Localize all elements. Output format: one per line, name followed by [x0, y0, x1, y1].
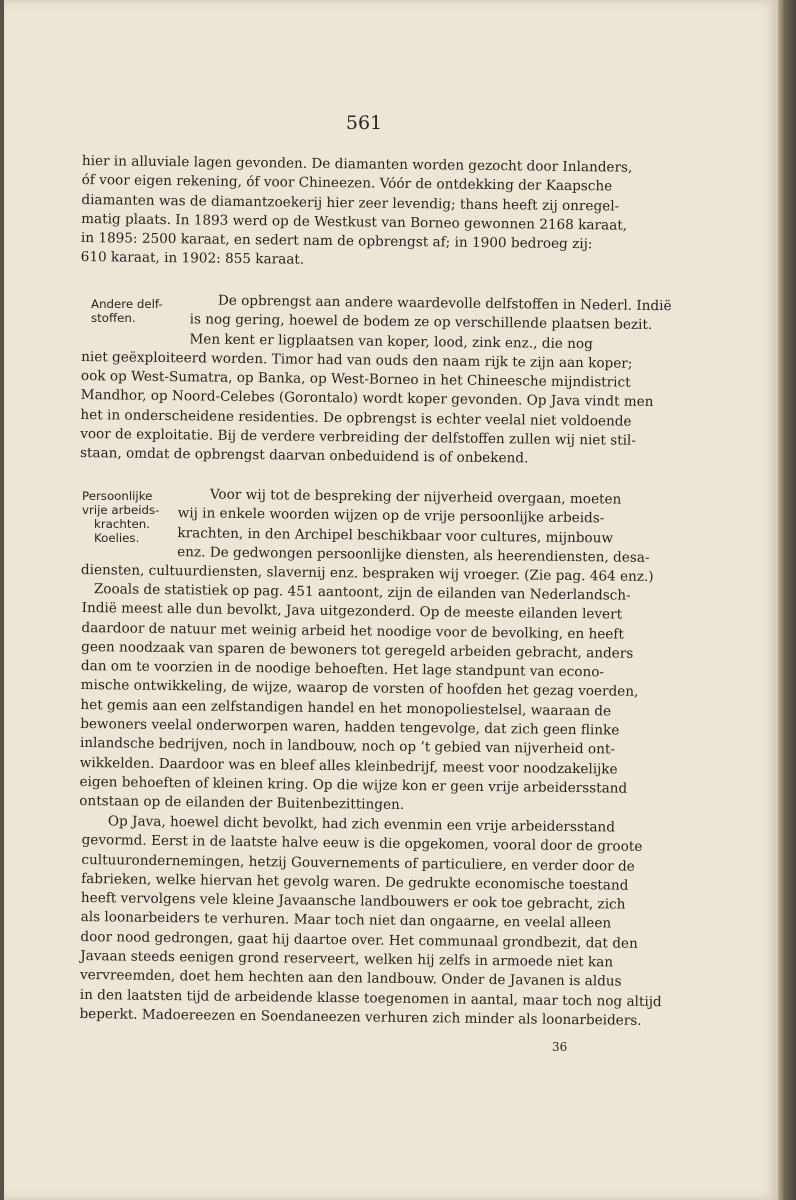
- text-line: matig plaats. In 1893 werd op de Westkust van Borneo gewonnen 2168 karaat,: [81, 210, 628, 234]
- text-line: wij in enkele woorden wijzen op de vrije persoonlijke arbeids-: [177, 505, 605, 527]
- page-edge: [778, 0, 796, 1200]
- text-line: dan om te voorzien in de noodige behoeften. Het lage standpunt van econo-: [80, 658, 605, 681]
- paragraph-arbeid: [80, 484, 654, 587]
- text-line: krachten, in den Archipel beschikbaar voor cultures, mijnbouw: [177, 524, 614, 547]
- margin-line: Koelies.: [94, 531, 140, 545]
- paragraph-statistiek: [79, 580, 638, 818]
- text-line: in den laatsten tijd de arbeidende klasse toegenomen in aantal, maar toch nog altijd: [79, 986, 662, 1010]
- text-line: enz. De gedwongen persoonlijke diensten, als heerendiensten, desa-: [177, 544, 650, 566]
- text-line: Men kent er ligplaatsen van koper, lood, zink enz., die nog: [189, 330, 593, 352]
- text-line: als loonarbeiders te verhuren. Maar toch niet dan ongaarne, en veelal alleen: [80, 909, 612, 932]
- margin-line: Persoonlijke: [82, 489, 153, 503]
- text-line: geen noodzaak van sparen de bewoners tot geregeld arbeiden gebracht, anders: [81, 638, 634, 662]
- text-line: niet geëxploiteerd worden. Timor had van ouds den naam rijk te zijn aan koper;: [81, 348, 633, 372]
- text-line: heeft vervolgens vele kleine Javaansche landbouwers er ook toe gebracht, zich: [80, 890, 626, 913]
- signature-mark: 36: [552, 1040, 568, 1054]
- text-line: Mandhor, op Noord-Celebes (Gorontalo) wordt koper gevonden. Op Java vindt men: [80, 387, 654, 411]
- margin-line: Andere delf-: [91, 297, 163, 311]
- text-line: Javaan steeds eenigen grond reserveert, welken hij zelfs in armoede niet kan: [80, 948, 614, 971]
- paragraph-delfstoffen: [79, 290, 672, 470]
- page-number: 561: [345, 112, 383, 134]
- text-line: diamanten was de diamantzoekerij hier zeer levendig; thans heeft zij onregel-: [81, 191, 620, 215]
- text-line: diensten, cultuurdiensten, slavernij enz. bespraken wij vroeger. (Zie pag. 464 enz.): [80, 562, 654, 586]
- text-line: bewoners veelal onderworpen waren, hadden tengevolge, dat zich geen flinke: [80, 716, 620, 739]
- margin-line: krachten.: [94, 517, 150, 531]
- text-line: in 1895: 2500 karaat, en sedert nam de opbrengst af; in 1900 bedroeg zij:: [80, 230, 593, 253]
- margin-line: vrije arbeids-: [82, 503, 160, 517]
- text-line: óf voor eigen rekening, óf voor Chineezen. Vóór de ontdekking der Kaapsche: [81, 172, 613, 195]
- text-line: De opbrengst aan andere waardevolle delfstoffen in Nederl. Indië: [217, 292, 672, 315]
- text-line: hier in alluviale lagen gevonden. De diamanten worden gezocht door Inlanders,: [81, 152, 633, 176]
- text-line: ontstaan op de eilanden der Buitenbezittingen.: [79, 793, 405, 814]
- text-line: inlandsche bedrijven, noch in landbouw, noch op ’t gebied van nijverheid ont-: [79, 735, 616, 758]
- text-line: 610 karaat, in 1902: 855 karaat.: [80, 249, 305, 269]
- text-line: cultuurondernemingen, hetzij Gouvernements of particuliere, en verder door de: [81, 851, 635, 875]
- paragraph-java: [79, 812, 662, 1031]
- book-page: [4, 0, 778, 1200]
- text-line: daardoor de natuur met weinig arbeid het noodige voor de bevolking, en heeft: [81, 619, 624, 643]
- text-line: ook op West-Sumatra, op Banka, op West-Borneo in het Chineesche mijndistrict: [80, 368, 631, 391]
- text-line: gevormd. Eerst in de laatste halve eeuw is die opgekomen, vooral door de groote: [81, 832, 643, 856]
- text-line: fabrieken, welke hiervan het gevolg waren. De gedrukte economische toestand: [81, 870, 629, 894]
- text-line: Indië meest alle dun bevolkt, Java uitgezonderd. Op de meeste eilanden levert: [81, 600, 623, 623]
- text-line: mische ontwikkeling, de wijze, waarop de vorsten of hoofden het gezag voerden,: [80, 677, 639, 701]
- text-line: Zooals de statistiek op pag. 451 aantoont, zijn de eilanden van Nederlandsch-: [93, 581, 631, 604]
- margin-line: stoffen.: [91, 311, 136, 325]
- text-line: is nog gering, hoewel de bodem ze op verschillende plaatsen bezit.: [189, 311, 653, 334]
- paragraph-intro: [81, 152, 638, 275]
- text-line: wikkelden. Daardoor was en bleef alles kleinbedrijf, meest voor noodzakelijke: [79, 754, 618, 778]
- text-line: het gemis aan een zelfstandigen handel en het monopoliestelsel, waaraan de: [80, 696, 612, 720]
- text-line: staan, omdat de opbrengst daarvan onbeduidend is of onbekend.: [79, 445, 529, 467]
- text-line: het in onderscheidene residenties. De opbrengst is echter veelal niet voldoende: [80, 406, 632, 430]
- text-line: Voor wij tot de bespreking der nijverheid overgaan, moeten: [209, 486, 622, 508]
- text-line: door nood gedrongen, gaat hij daartoe over. Het communaal grondbezit, dat den: [80, 928, 638, 952]
- text-line: voor de exploitatie. Bij de verdere verbreiding der delfstoffen zullen wij niet stil-: [80, 426, 637, 449]
- text-line: vervreemden, doet hem hechten aan den landbouw. Onder de Javanen is aldus: [79, 967, 622, 990]
- text-line: eigen behoeften of kleinen kring. Op die wijze kon er geen vrije arbeidersstand: [79, 773, 628, 797]
- text-line: beperkt. Madoereezen en Soendaneezen verhuren zich minder als loonarbeiders.: [79, 1005, 642, 1029]
- text-line: Op Java, hoewel dicht bevolkt, had zich evenmin een vrije arbeidersstand: [107, 813, 616, 836]
